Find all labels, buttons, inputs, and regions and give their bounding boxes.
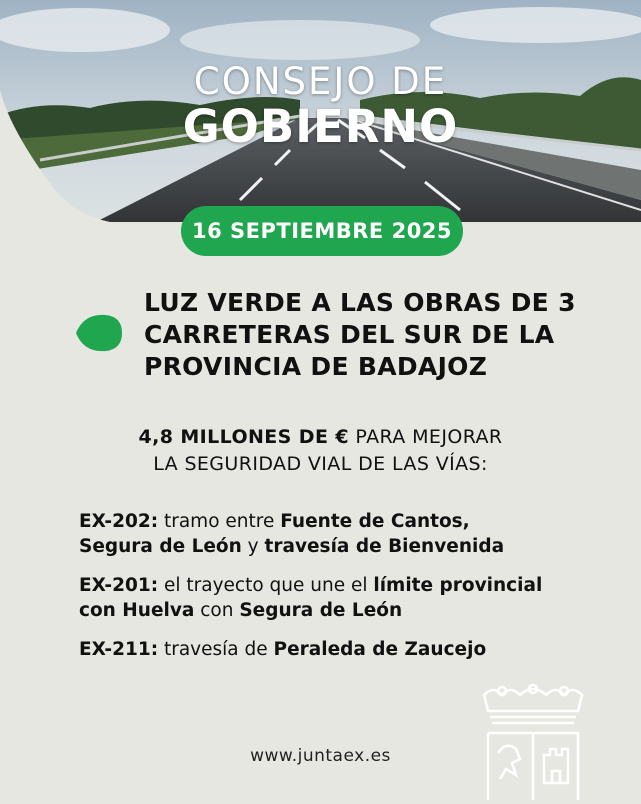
item-place: límite provincial <box>373 575 543 596</box>
coat-of-arms-icon <box>476 683 590 804</box>
subheading-line-2: LA SEGURIDAD VIAL DE LAS VÍAS: <box>153 453 488 475</box>
headline: LUZ VERDE A LAS OBRAS DE 3 CARRETERAS DEL SUR DE LA PROVINCIA DE BADAJOZ <box>144 288 576 381</box>
list-item <box>79 509 619 559</box>
item-text: con <box>194 600 240 621</box>
item-place: Peraleda de Zaucejo <box>273 639 487 660</box>
item-place: Fuente de Cantos, <box>280 511 470 532</box>
road-code: EX-201: <box>79 575 159 596</box>
item-text: y <box>241 536 265 557</box>
item-text: tramo entre <box>158 511 281 532</box>
road-list <box>79 509 619 676</box>
item-place: Segura de León <box>239 600 403 621</box>
list-item <box>79 573 619 623</box>
subheading <box>0 424 641 478</box>
subheading-amount: 4,8 MILLONES DE € <box>138 426 349 448</box>
title-line-1: CONSEJO DE <box>193 60 448 103</box>
item-place: travesía de Bienvenida <box>264 536 505 557</box>
item-text: el trayecto que une el <box>158 575 374 596</box>
subheading-rest: PARA MEJORAR <box>348 426 503 448</box>
date-badge: 16 SEPTIEMBRE 2025 <box>181 206 463 256</box>
road-code: EX-202: <box>79 511 159 532</box>
road-code: EX-211: <box>79 639 159 660</box>
leaf-icon <box>76 313 124 357</box>
item-place: con Huelva <box>79 600 195 621</box>
item-text: travesía de <box>158 639 274 660</box>
item-place: Segura de León <box>79 536 242 557</box>
title-line-2: GOBIERNO <box>182 100 459 153</box>
list-item <box>79 637 619 662</box>
footer-url: www.juntaex.es <box>250 746 391 766</box>
